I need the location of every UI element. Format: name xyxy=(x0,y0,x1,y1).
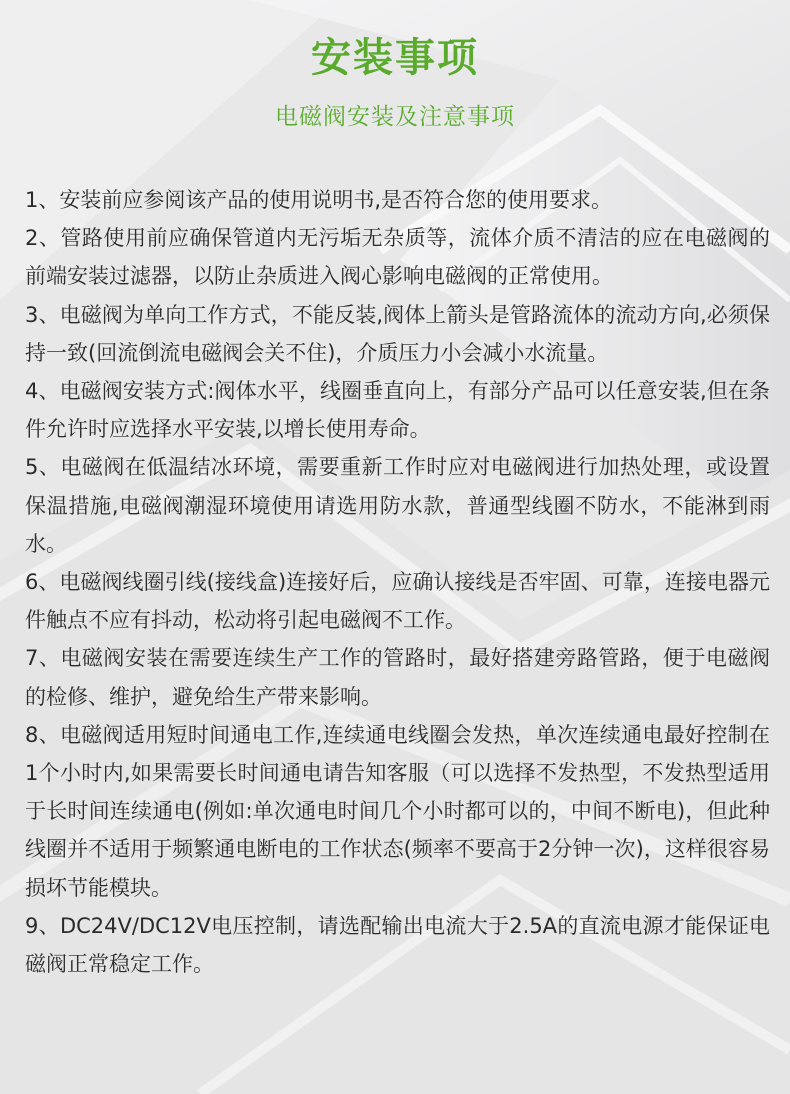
instruction-item-9: 9、DC24V/DC12V电压控制，请选配输出电流大于2.5A的直流电源才能保证电磁阀正常稳定工作。 xyxy=(25,913,770,977)
page-subtitle: 电磁阀安装及注意事项 xyxy=(275,104,515,130)
instruction-item-8: 8、电磁阀适用短时间通电工作,连续通电线圈会发热，单次连续通电最好控制在1个小时内,如果需要长时间通电请告知客服（可以选择不发热型，不发热型适用于长时间连续通电(例如:单次通电时间几个小时都可以的，中间不断电)，但此种线圈并不适用于频繁通电断电的工作状态(频率不要高于2分钟一次)，这样很容易损坏节能模块。 xyxy=(25,722,770,900)
instructions-list xyxy=(25,181,770,983)
page-title: 安装事项 xyxy=(311,35,479,81)
instruction-item-4: 4、电磁阀安装方式:阀体水平，线圈垂直向上，有部分产品可以任意安装,但在条件允许时应选择水平安装,以增长使用寿命。 xyxy=(25,379,770,442)
instruction-item-3: 3、电磁阀为单向工作方式，不能反装,阀体上箭头是管路流体的流动方向,必须保持一致(回流倒流电磁阀会关不住)，介质压力小会减小水流量。 xyxy=(25,302,770,365)
instruction-item-1: 1、安装前应参阅该产品的使用说明书,是否符合您的使用要求。 xyxy=(25,188,613,212)
instruction-item-7: 7、电磁阀安装在需要连续生产工作的管路时，最好搭建旁路管路，便于电磁阀的检修、维护，避免给生产带来影响。 xyxy=(25,646,770,709)
instruction-item-5: 5、电磁阀在低温结冰环境，需要重新工作时应对电磁阀进行加热处理，或设置保温措施,电磁阀潮湿环境使用请选用防水款，普通型线圈不防水，不能淋到雨水。 xyxy=(25,455,770,556)
instruction-item-2: 2、管路使用前应确保管道内无污垢无杂质等，流体介质不清洁的应在电磁阀的前端安装过滤器，以防止杂质进入阀心影响电磁阀的正常使用。 xyxy=(25,226,770,289)
instruction-item-6: 6、电磁阀线圈引线(接线盒)连接好后，应确认接线是否牢固、可靠，连接电器元件触点不应有抖动，松动将引起电磁阀不工作。 xyxy=(25,570,770,633)
